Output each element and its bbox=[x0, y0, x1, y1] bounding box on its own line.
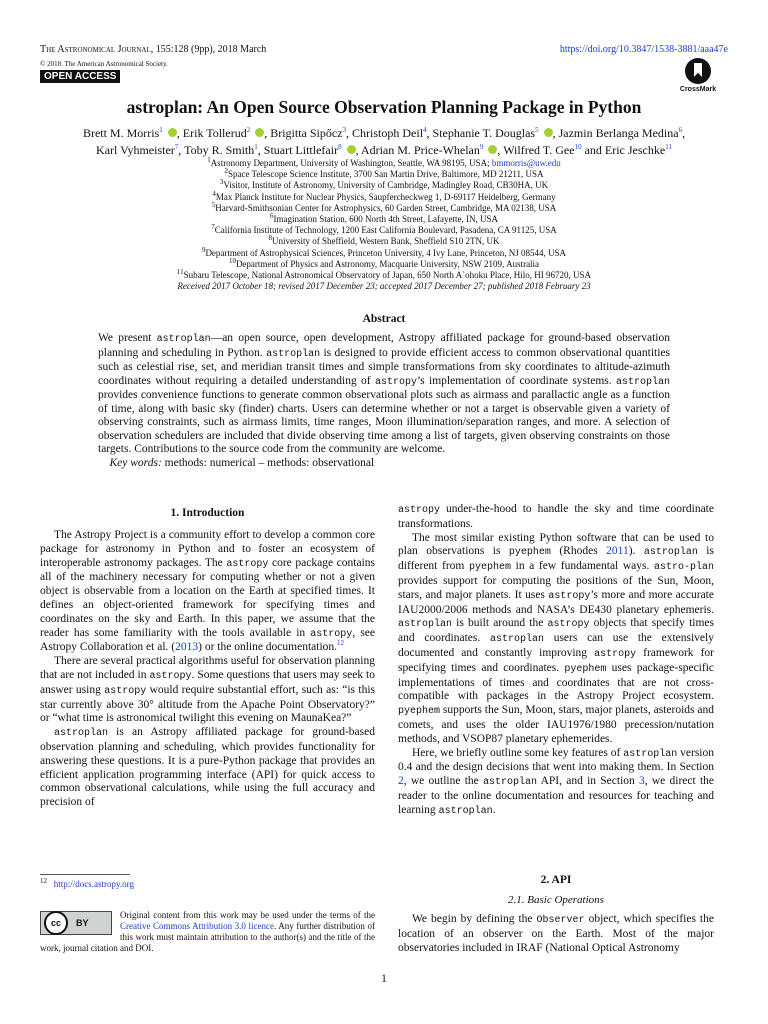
affiliation-number: 4 bbox=[212, 189, 216, 198]
license-notice bbox=[40, 910, 375, 954]
intro-body bbox=[40, 529, 375, 810]
author-affiliation-ref[interactable]: 7 bbox=[174, 143, 179, 151]
code-term: astropy bbox=[547, 619, 590, 631]
api-subheading: 2.1. Basic Operations bbox=[508, 894, 604, 906]
reference-link[interactable]: 2013 bbox=[175, 641, 199, 654]
license-text-after: . Any further distribution of this work must maintain attribution to the author(s) and the title of the work, journal citation and DOI. bbox=[40, 921, 375, 953]
cc-icon: cc bbox=[44, 911, 68, 935]
api-heading: 2. API bbox=[540, 874, 572, 886]
affiliation bbox=[40, 169, 728, 180]
code-term: astroplan bbox=[489, 634, 544, 646]
author-affiliation-ref[interactable]: 3 bbox=[342, 126, 347, 134]
abstract-heading: Abstract bbox=[362, 313, 406, 325]
orcid-icon[interactable] bbox=[544, 128, 553, 137]
open-access-badge: OPEN ACCESS bbox=[40, 70, 120, 83]
doi-link[interactable]: https://doi.org/10.3847/1538-3881/aaa47e bbox=[559, 44, 728, 55]
received-dates: Received 2017 October 18; revised 2017 December 23; accepted 2017 December 27; published 2018 February 23 bbox=[177, 281, 591, 292]
code-term: astroplan bbox=[438, 805, 493, 817]
affiliation-text: Astronomy Department, University of Washington, Seattle, WA 98195, USA; bbox=[210, 158, 492, 168]
keywords bbox=[98, 457, 670, 471]
code-term: pyephem bbox=[508, 547, 551, 559]
code-term: Observer bbox=[536, 915, 585, 926]
affiliation-text: Imagination Station, 600 North 4th Street, Lafayette, IN, USA bbox=[273, 214, 498, 225]
code-term: astro-plan bbox=[654, 562, 715, 574]
author-name: Erik Tollerud bbox=[182, 126, 247, 140]
reference-link[interactable]: 2011 bbox=[606, 545, 629, 558]
code-term: astropy bbox=[149, 670, 192, 682]
journal-name: The Astronomical Journal bbox=[40, 44, 151, 55]
copyright-notice: © 2018. The American Astronomical Society. bbox=[40, 60, 168, 68]
paragraph: We begin by defining the Observer object, which specifies the location of an observer on the Earth. Most of the major observatories included in IRAF (National Optical Astronomy bbox=[398, 913, 714, 954]
journal-citation bbox=[40, 44, 266, 55]
author-affiliation-ref[interactable]: 2 bbox=[246, 126, 251, 134]
affiliation-text: Subaru Telescope, National Astronomical Observatory of Japan, 650 North A`ohoku Place, Hilo, HI 96720, USA bbox=[183, 270, 592, 281]
affiliation-number: 1 bbox=[207, 156, 211, 164]
paragraph: Here, we briefly outline some key features of astroplan version 0.4 and the design decisions that went into making them. In Section 2, we outline the astroplan API, and in Section 3, we direct the reader to the online documentation and resources for teaching and learning astroplan. bbox=[398, 746, 714, 817]
author-name: Jazmin Berlanga Medina bbox=[558, 126, 679, 140]
footnote-ref[interactable]: 12 bbox=[337, 639, 345, 648]
by-label: BY bbox=[76, 917, 89, 928]
author-name: Stuart Littlefair bbox=[263, 143, 339, 157]
author-affiliation-ref[interactable]: 8 bbox=[338, 143, 342, 151]
affiliation-text: Department of Astrophysical Sciences, Princeton University, 4 Ivy Lane, Princeton, NJ 08544, USA bbox=[205, 247, 567, 258]
code-term: astroplan bbox=[54, 728, 109, 740]
cc-by-badge[interactable] bbox=[40, 911, 112, 935]
footnote bbox=[40, 879, 134, 889]
author-name: Toby R. Smith bbox=[184, 143, 255, 157]
affiliation-number: 8 bbox=[268, 234, 272, 243]
affiliation-number: 7 bbox=[211, 223, 215, 232]
keywords-label: Key words: bbox=[109, 456, 162, 469]
code-term: pyephem bbox=[564, 663, 607, 675]
affiliation bbox=[40, 180, 728, 191]
code-term: pyephem bbox=[468, 562, 511, 574]
affiliation-text: Harvard-Smithsonian Center for Astrophysics, 60 Garden Street, Cambridge, MA 02138, USA bbox=[215, 202, 557, 213]
paragraph: The Astropy Project is a community effort to develop a common core package for astronomy in Python and to foster an ecosystem of interoperable astronomy packages. The astropy core package contains all of the machinery necessary for computing whether or not a given object is observable from a location on the Earth at specified times. It defines an object-oriented framework for specifying times and coordinates on the sky and Earth. In this paper, we assume that the reader has some familiarity with the tools available in astropy, see Astropy Collaboration et al. (2013) or the online documentation.$^{12}$ bbox=[40, 529, 375, 654]
affiliations bbox=[40, 158, 728, 281]
paragraph: The most similar existing Python software that can be used to plan observations is pyephem (Rhodes 2011). astroplan is different from pyephem in a few fundamental ways. astro-plan provides support for computing the positions of the Sun, Moon, stars, and major planets. It uses astropy’s more and more accurate IAU2000/2006 methods and NASA’s DE430 planetary ephemeris. astroplan is built around the astropy objects that specify times and coordinates. astroplan users can use the extensively documented and constantly improving astropy framework for specifying times and coordinates. pyephem uses package-specific implementations of times and coordinates that are not cross-compatible with packages in the Astropy Project ecosystem. pyephem supports the Sun, Moon, stars, major planets, asteroids and comets, and uses the older IAU1976/1980 precession/nutation methods, and VSOP87 planetary ephemerides. bbox=[398, 531, 715, 745]
abstract-body bbox=[98, 332, 670, 470]
code-term: astropy bbox=[398, 505, 441, 516]
paper-title: astroplan: An Open Source Observation Planning Package in Python bbox=[126, 97, 642, 117]
affiliation bbox=[40, 270, 728, 281]
author-name: Christoph Deil bbox=[352, 126, 424, 140]
keywords-values: methods: numerical – methods: observational bbox=[161, 456, 375, 469]
author-affiliation-ref[interactable]: 1 bbox=[159, 126, 163, 134]
page-number: 1 bbox=[381, 973, 387, 985]
affiliation-text: Max Planck Institute for Nuclear Physics, Saupfercheckweg 1, D-69117 Heidelberg, Germany bbox=[215, 191, 556, 202]
reference-link[interactable]: 2 bbox=[398, 775, 404, 788]
author-name: Brigitta Sipőcz bbox=[270, 126, 343, 140]
affiliation bbox=[40, 236, 728, 247]
affiliation-text: University of Sheffield, Western Bank, Sheffield S10 2TN, UK bbox=[272, 236, 500, 247]
affiliation bbox=[40, 214, 728, 225]
author-affiliation-ref[interactable]: 5 bbox=[535, 126, 539, 134]
author-name: Karl Vyhmeister bbox=[96, 143, 175, 157]
orcid-icon[interactable] bbox=[168, 128, 177, 137]
affiliation-number: 5 bbox=[211, 200, 216, 209]
email-link[interactable]: bmmorris@uw.edu bbox=[491, 158, 561, 168]
author-name: Adrian M. Price-Whelan bbox=[360, 143, 480, 157]
paragraph: There are several practical algorithms useful for observation planning that are not included in astropy. Some questions that users may seek to answer using astropy would require substantial effort, such as: “is this star currently above 30° altitude from the Apache Point Observatory?” or “what time is astronomical twilight this evening on MaunaKea?” bbox=[40, 655, 375, 725]
code-term: astropy bbox=[594, 648, 637, 660]
author-affiliation-ref[interactable]: 11 bbox=[665, 143, 672, 151]
citation-details: , 155:128 (9pp), 2018 March bbox=[150, 44, 267, 55]
affiliation bbox=[40, 158, 728, 169]
author-list bbox=[40, 125, 728, 159]
reference-link[interactable]: 3 bbox=[639, 775, 645, 788]
affiliation-number: 3 bbox=[219, 178, 224, 187]
crossmark-label: CrossMark bbox=[679, 86, 717, 93]
code-term: astroplan bbox=[482, 777, 537, 789]
author-line-2: Karl Vyhmeister$^7$, Toby R. Smith$^1$, Stuart Littlefair$^8$ , Adrian M. Price-Whelan$^9$ , Wilfred T. Gee$^{10}$ and Eric Jeschke$^{11}$ bbox=[96, 143, 672, 157]
author-affiliation-ref[interactable]: 10 bbox=[574, 143, 582, 151]
code-term: astroplan bbox=[266, 348, 321, 360]
api-body bbox=[398, 913, 714, 955]
paragraph: astroplan is an Astropy affiliated package for ground-based observation planning and scheduling, which provides functionality for answering these questions. It is a pure-Python package that provides an efficient application programming interface (API) for quick access to common observational calculations, while using the full accuracy and precision of bbox=[40, 726, 375, 809]
abstract-text: We present astroplan—an open source, open development, Astropy affiliated package for ground-based observation planning and scheduling in Python. astroplan is designed to provide efficient access to common observational quantities such as celestial rise, set, and meridian transit times and simple transformations from sky coordinates to altitude-azimuth coordinates without requiring a detailed understanding of astropy’s implementation of coordinate systems. astroplan provides convenience functions to generate common observational plots such as airmass and parallactic angle as a function of time, along with basic sky (finder) charts. Users can determine whether or not a target is observable given a variety of observing constraints, such as airmass limits, time ranges, Moon illumination/separation ranges, and more. A selection of observation schedulers are included that divide observing time among a list of targets, given observing constraints on those targets. Contributions to the source code from the community are welcome. bbox=[98, 332, 671, 456]
footnote-link[interactable]: http://docs.astropy.org bbox=[53, 879, 134, 889]
author-name: Brett M. Morris bbox=[82, 126, 160, 140]
license-link[interactable]: Creative Commons Attribution 3.0 licence bbox=[120, 921, 274, 931]
intro-heading: 1. Introduction bbox=[170, 507, 245, 519]
code-term: pyephem bbox=[398, 706, 441, 718]
author-affiliation-ref[interactable]: 1 bbox=[254, 143, 258, 151]
crossmark-icon bbox=[685, 58, 711, 84]
affiliation bbox=[40, 225, 728, 236]
affiliation-text: Department of Physics and Astronomy, Macquarie University, NSW 2109, Australia bbox=[235, 258, 540, 269]
affiliation-text: Space Telescope Science Institute, 3700 San Martin Drive, Baltimore, MD 21211, USA bbox=[227, 169, 544, 180]
affiliation-number: 10 bbox=[228, 256, 236, 265]
affiliation bbox=[40, 256, 728, 270]
orcid-icon[interactable] bbox=[488, 145, 497, 154]
affiliation-list bbox=[40, 158, 728, 292]
affiliation bbox=[40, 189, 728, 203]
code-term: astroplan bbox=[156, 334, 211, 345]
code-term: astropy bbox=[226, 558, 269, 570]
author-name: Wilfred T. Gee bbox=[503, 143, 575, 157]
code-term: astropy bbox=[548, 590, 591, 602]
author-name: Stephanie T. Douglas bbox=[432, 126, 536, 140]
author-name: Eric Jeschke bbox=[604, 143, 666, 157]
affiliation-number: 9 bbox=[201, 245, 206, 254]
author-affiliation-ref[interactable]: 4 bbox=[423, 126, 427, 134]
code-term: astroplan bbox=[615, 376, 670, 388]
affiliation-text: California Institute of Technology, 1200 East California Boulevard, Pasadena, CA 91125, USA bbox=[214, 225, 557, 236]
affiliation bbox=[40, 200, 728, 214]
footnote-number: 12 bbox=[40, 877, 47, 885]
orcid-icon[interactable] bbox=[255, 128, 264, 137]
affiliation-number: 6 bbox=[270, 212, 274, 221]
affiliation-number: 11 bbox=[176, 268, 184, 277]
paragraph: astropy under-the-hood to handle the sky and time coordinate transformations. bbox=[398, 503, 714, 530]
orcid-icon[interactable] bbox=[347, 145, 356, 154]
affiliation-number: 2 bbox=[224, 167, 228, 176]
author-line-1: Brett M. Morris$^1$ , Erik Tollerud$^2$ , Brigitta Sipőcz$^3$, Christoph Deil$^4$, Stephanie T. Douglas$^5$ , Jazmin Berlanga Medina$^6$, bbox=[82, 126, 686, 140]
code-term: astropy bbox=[310, 628, 353, 640]
code-term: astroplan bbox=[398, 619, 453, 631]
author-affiliation-ref[interactable]: 9 bbox=[479, 143, 484, 151]
right-column-body bbox=[398, 503, 714, 819]
affiliation-text: Visitor, Institute of Astronomy, University of Cambridge, Madingley Road, CB30HA, UK bbox=[223, 180, 549, 191]
code-term: astroplan bbox=[623, 748, 678, 760]
affiliation bbox=[40, 245, 728, 259]
author-affiliation-ref[interactable]: 6 bbox=[678, 126, 683, 134]
code-term: astropy bbox=[374, 376, 417, 388]
footnote-rule bbox=[40, 874, 130, 875]
crossmark-button[interactable] bbox=[675, 58, 721, 93]
code-term: astropy bbox=[104, 685, 147, 697]
code-term: astroplan bbox=[643, 547, 698, 559]
license-text-before: Original content from this work may be used under the terms of the bbox=[120, 910, 375, 920]
